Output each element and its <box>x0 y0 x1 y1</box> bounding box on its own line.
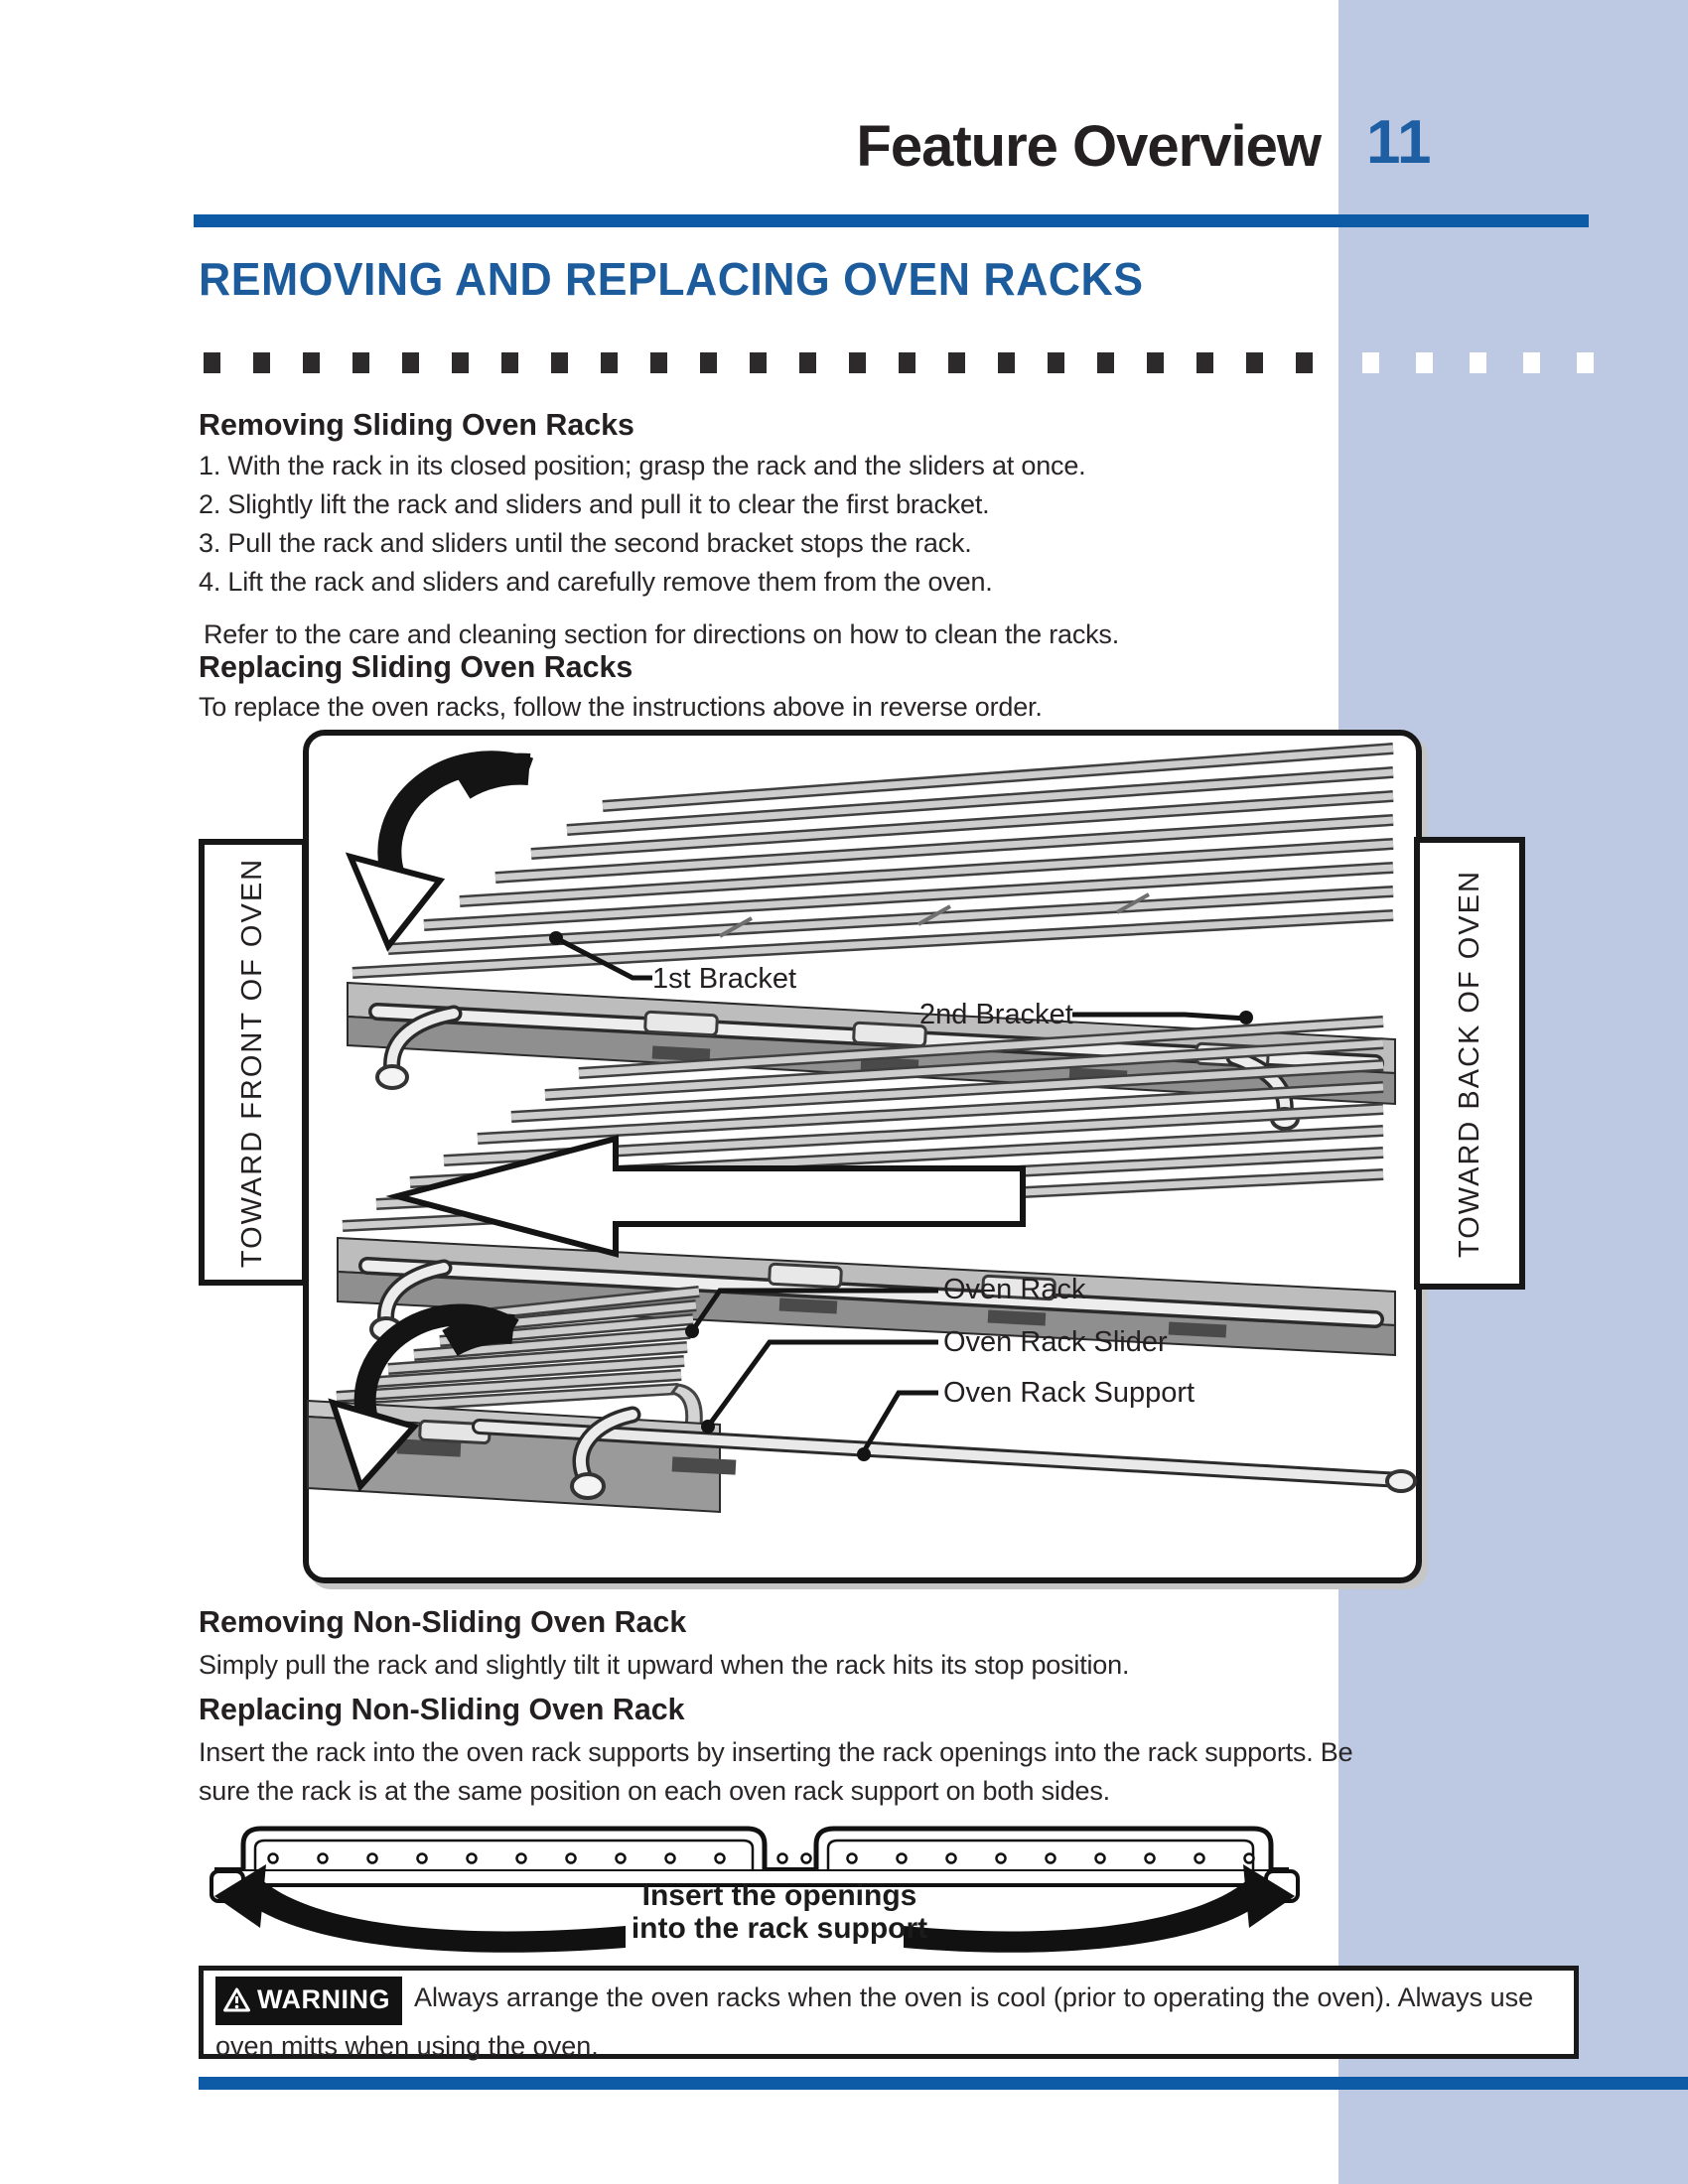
callout-oven-rack-slider: Oven Rack Slider <box>943 1326 1168 1358</box>
step-3: 3. Pull the rack and sliders until the second bracket stops the rack. <box>199 528 972 558</box>
callout-oven-rack: Oven Rack <box>943 1274 1086 1305</box>
step-1: 1. With the rack in its closed position; grasp the rack and the sliders at once. <box>199 451 1086 480</box>
page-title: Feature Overview <box>856 114 1321 179</box>
step-4: 4. Lift the rack and sliders and carefully remove them from the oven. <box>199 567 993 597</box>
heading-replacing-sliding: Replacing Sliding Oven Racks <box>199 649 633 684</box>
label-toward-front-of-oven: TOWARD FRONT OF OVEN <box>199 839 308 1286</box>
callout-first-bracket: 1st Bracket <box>652 963 797 995</box>
replacing-sliding-body: To replace the oven racks, follow the instructions above in reverse order. <box>199 692 1043 722</box>
care-note: Refer to the care and cleaning section for directions on how to clean the racks. <box>204 619 1120 649</box>
oven-rack-diagram <box>303 730 1422 1583</box>
callout-second-bracket: 2nd Bracket <box>919 999 1073 1030</box>
page-number: 11 <box>1366 108 1432 177</box>
figure2-caption: Insert the openings into the rack support <box>631 1879 928 1945</box>
header-rule <box>194 214 1589 227</box>
heading-replacing-non-sliding: Replacing Non-Sliding Oven Rack <box>199 1692 685 1726</box>
callout-oven-rack-support: Oven Rack Support <box>943 1377 1196 1409</box>
label-toward-back-of-oven: TOWARD BACK OF OVEN <box>1414 837 1525 1290</box>
warning-text: Always arrange the oven racks when the oven is cool (prior to operating the oven). Always use oven mitts when using the oven. <box>215 1982 1534 2061</box>
footer-rule <box>199 2077 1688 2090</box>
warning-box <box>199 1966 1579 2059</box>
warning-icon <box>223 1987 250 2012</box>
warning-badge: WARNING <box>215 1977 402 2025</box>
step-2: 2. Slightly lift the rack and sliders and pull it to clear the first bracket. <box>199 489 990 519</box>
removing-non-sliding-body: Simply pull the rack and slightly tilt it upward when the rack hits its stop position. <box>199 1650 1130 1680</box>
replacing-non-sliding-body: Insert the rack into the oven rack supports by inserting the rack openings into the rack supports. Be sure the rack is at the same position on each oven rack support on both sides. <box>199 1737 1353 1806</box>
dotted-divider <box>204 352 1313 373</box>
dotted-divider-sidebar <box>1362 352 1594 373</box>
section-title: REMOVING AND REPLACING OVEN RACKS <box>199 253 1144 305</box>
removing-sliding-steps <box>199 447 1450 602</box>
heading-removing-non-sliding: Removing Non-Sliding Oven Rack <box>199 1604 687 1639</box>
heading-removing-sliding: Removing Sliding Oven Racks <box>199 407 634 442</box>
